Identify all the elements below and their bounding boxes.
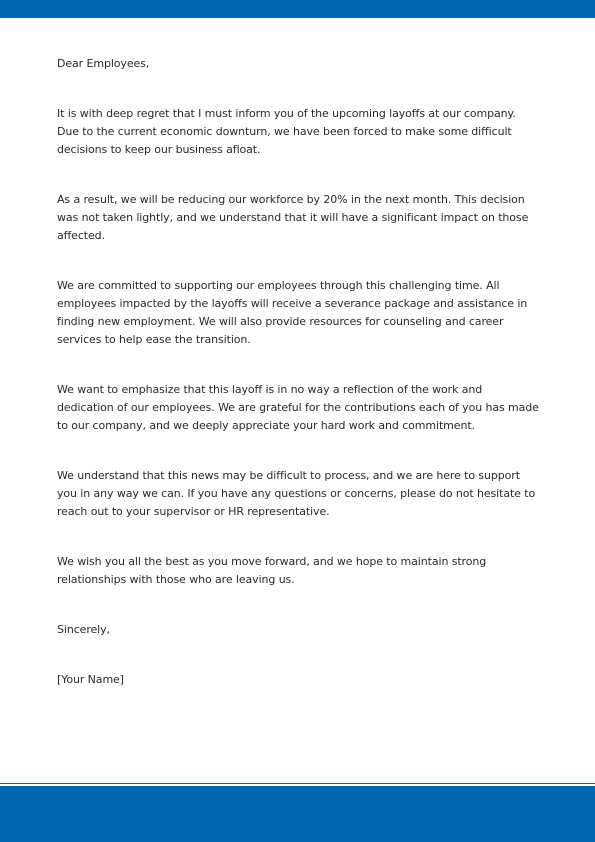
signature-placeholder: [Your Name] bbox=[57, 673, 124, 686]
paragraph-farewell: We wish you all the best as you move forward, and we hope to maintain strong relationships with those who are leaving us. bbox=[57, 555, 487, 586]
closing: Sincerely, bbox=[57, 623, 110, 636]
header-band bbox=[0, 0, 595, 18]
paragraph-appreciation: We want to emphasize that this layoff is in no way a reflection of the work and dedication of our employees. We are grateful for the contributions each of you has made to our company, and we deeply appreciate your hard work and commitment. bbox=[57, 383, 539, 432]
paragraph-contact-support: We understand that this news may be difficult to process, and we are here to support you in any way we can. If you have any questions or concerns, please do not hesitate to reach out to your supervisor or HR representative. bbox=[57, 469, 536, 518]
paragraph-support-commitment: We are committed to supporting our employees through this challenging time. All employees impacted by the layoffs will receive a severance package and assistance in finding new employment. We will also provide resources for counseling and career services to help ease the transition. bbox=[57, 279, 528, 346]
letter-body bbox=[57, 55, 539, 689]
paragraph-workforce-reduction: As a result, we will be reducing our workforce by 20% in the next month. This decision was not taken lightly, and we understand that it will have a significant impact on those affected. bbox=[57, 193, 529, 242]
footer-rule bbox=[0, 783, 595, 784]
footer-band bbox=[0, 786, 595, 842]
paragraph-layoff-announcement: It is with deep regret that I must inform you of the upcoming layoffs at our company. Due to the current economic downturn, we have been forced to make some difficult decisions to keep our business afloat. bbox=[57, 107, 516, 156]
salutation: Dear Employees, bbox=[57, 57, 150, 70]
